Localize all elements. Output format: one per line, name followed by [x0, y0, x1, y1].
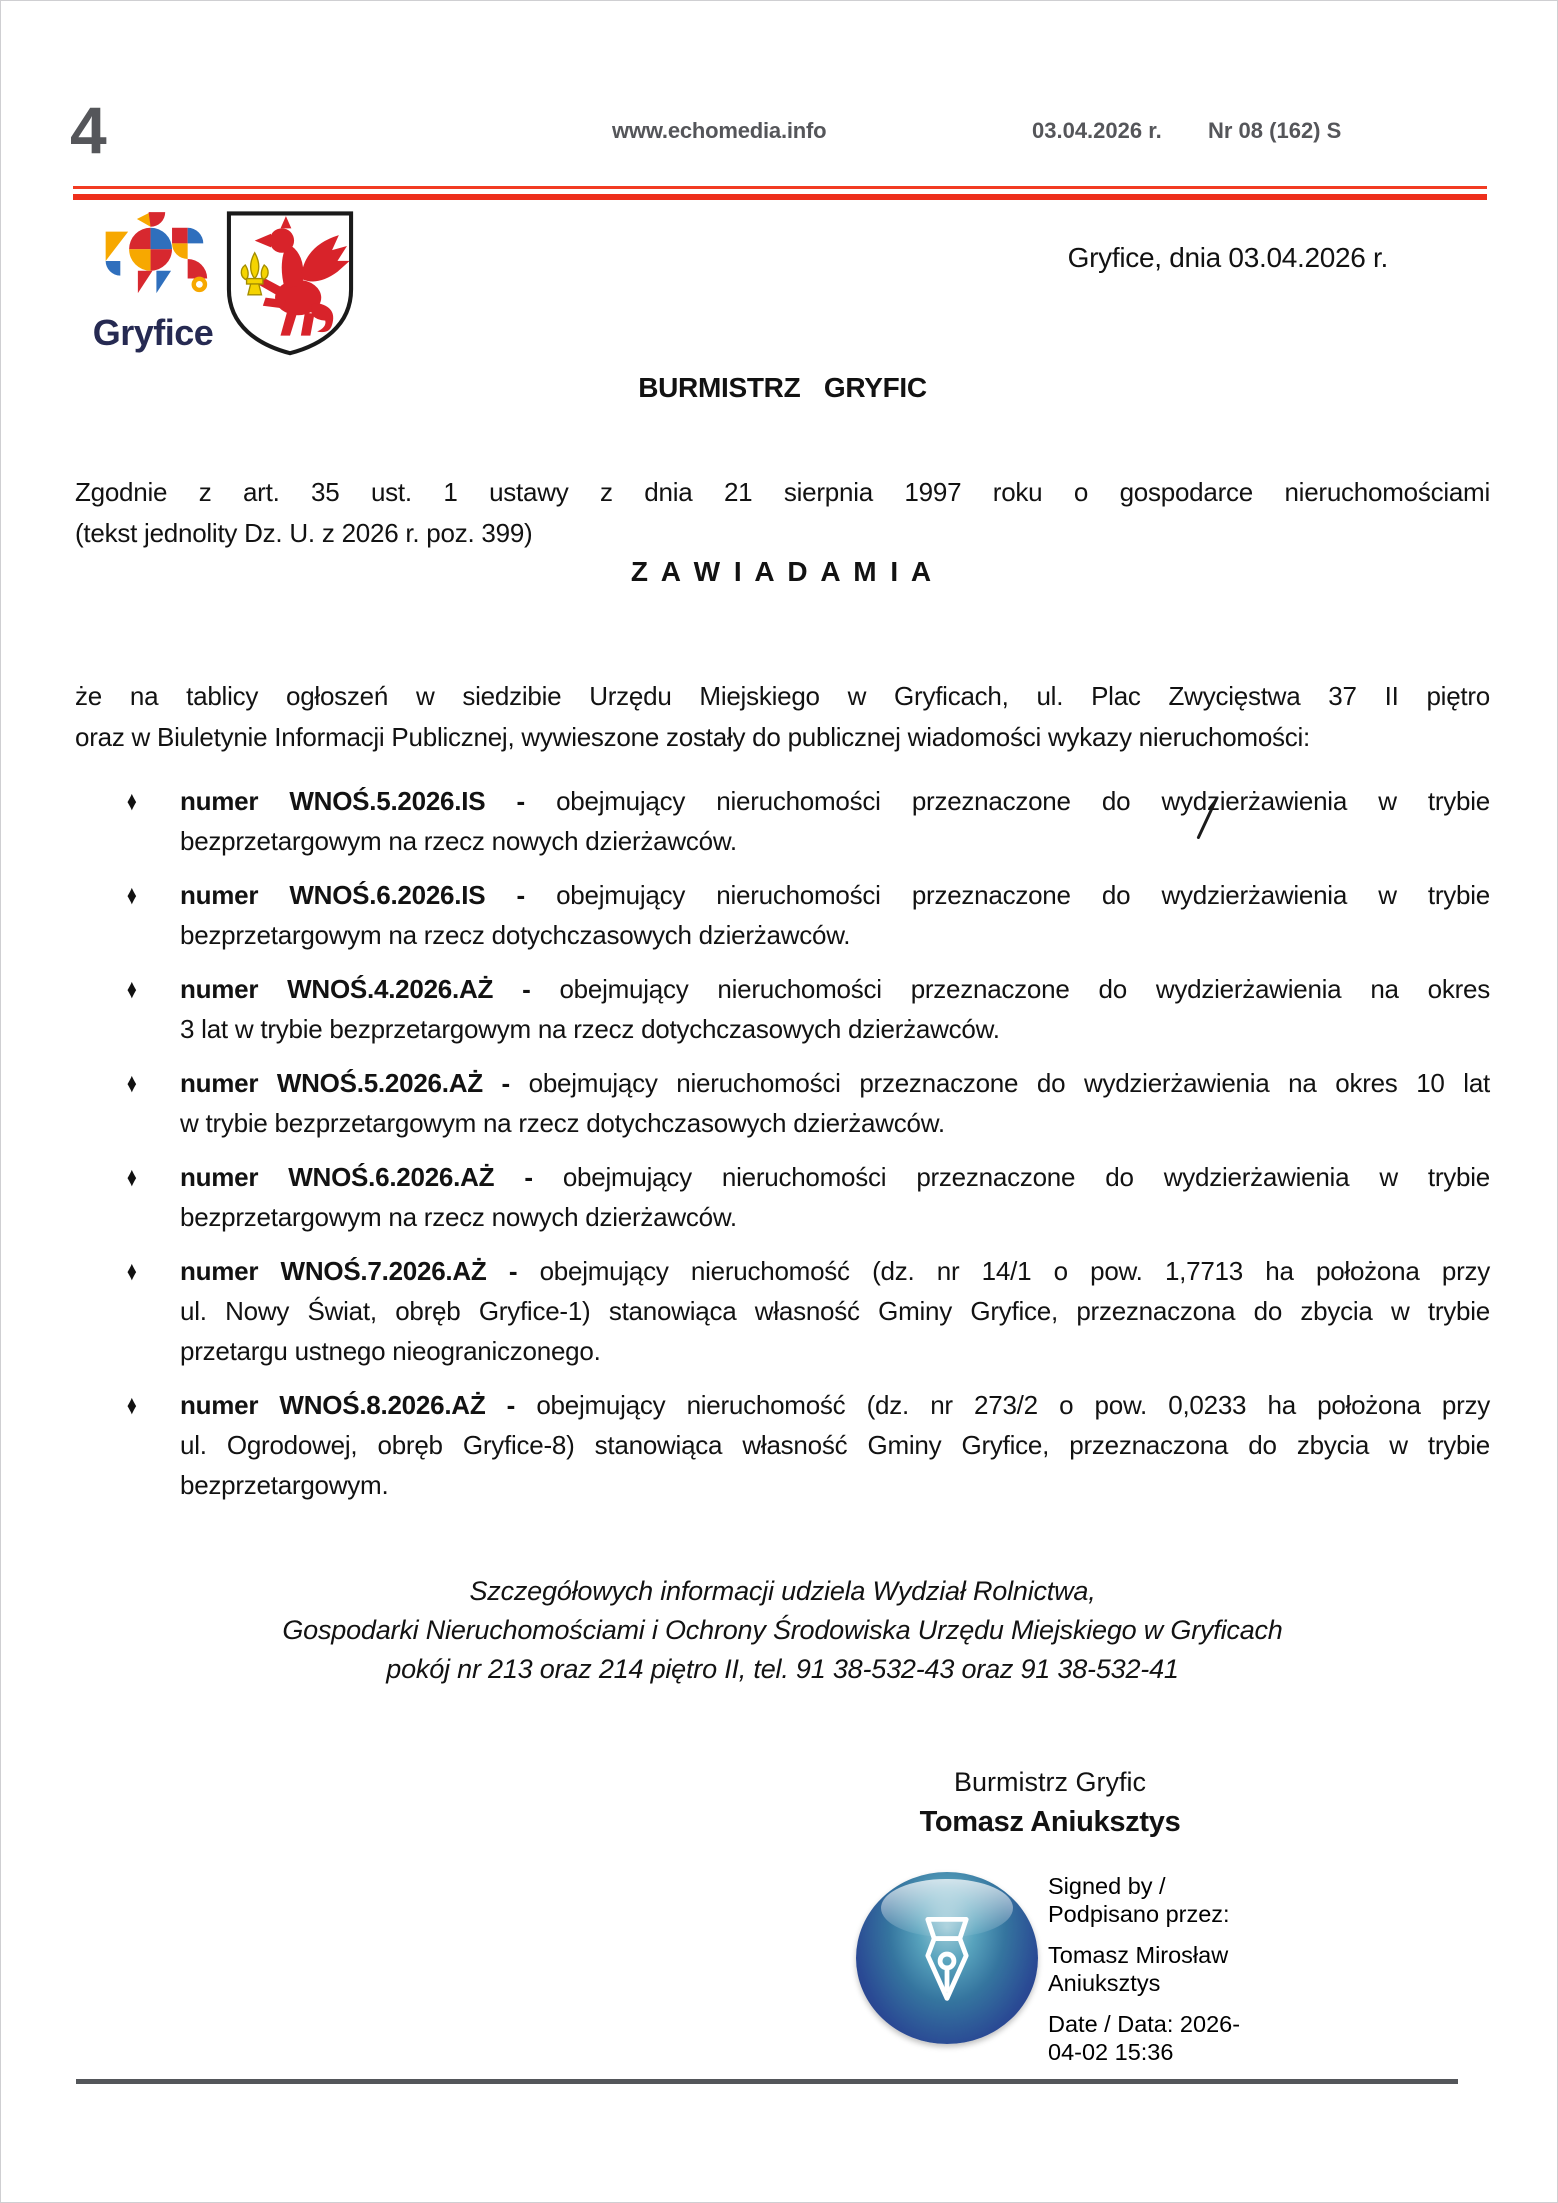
list-item-line: ul. Nowy Świat, obręb Gryfice-1) stanowiąca własność Gminy Gryfice, przeznaczona do zbycia w trybie — [180, 1296, 1490, 1326]
list-item — [75, 1251, 1490, 1371]
contact-info-line: Szczegółowych informacji udziela Wydział Rolnictwa, — [469, 1576, 1096, 1606]
diamond-bullet-icon: ♦ — [126, 880, 137, 910]
list-item-line: bezprzetargowym na rzecz nowych dzierżawców. — [180, 826, 737, 856]
list-item-line: numer WNOŚ.5.2026.IS - obejmujący nieruchomości przeznaczone do wydzierżawienia w trybie — [180, 786, 1491, 816]
announce-heading: Z A W I A D A M I A — [630, 556, 935, 587]
list-item-line: bezprzetargowym na rzecz nowych dzierżawców. — [180, 1202, 737, 1232]
diamond-bullet-icon: ♦ — [126, 1162, 137, 1192]
paragraph-line: Zgodnie z art. 35 ust. 1 ustawy z dnia 21 sierpnia 1997 roku o gospodarce nieruchomościami — [75, 477, 1490, 507]
paragraph-line: (tekst jednolity Dz. U. z 2026 r. poz. 399) — [75, 518, 533, 548]
list-item-line: bezprzetargowym. — [180, 1470, 389, 1500]
list-item-line: przetargu ustnego nieograniczonego. — [180, 1336, 601, 1366]
gryfice-griffin-logo-icon — [88, 210, 218, 308]
contact-info-line: pokój nr 213 oraz 214 piętro II, tel. 91 38-532-43 oraz 91 38-532-41 — [386, 1654, 1179, 1684]
list-item-line: ul. Ogrodowej, obręb Gryfice-8) stanowiąca własność Gminy Gryfice, przeznaczona do zbycia w trybie — [180, 1430, 1490, 1460]
issue-number: Nr 08 (162) S — [1208, 118, 1342, 143]
list-item-line: numer WNOŚ.8.2026.AŻ - obejmujący nieruchomość (dz. nr 273/2 o pow. 0,0233 ha położona przy — [180, 1390, 1491, 1420]
list-item — [75, 1385, 1490, 1505]
letter-title: BURMISTRZ GRYFIC — [638, 372, 927, 403]
legal-basis-paragraph — [75, 472, 1490, 554]
signature-detail-line: Signed by / — [1048, 1873, 1166, 1899]
paragraph-line: oraz w Biuletynie Informacji Publicznej, wywieszone zostały do publicznej wiadomości wykazy nieruchomości: — [75, 722, 1311, 752]
list-item-line: numer WNOŚ.6.2026.IS - obejmujący nieruchomości przeznaczone do wydzierżawienia w trybie — [180, 880, 1491, 910]
diamond-bullet-icon: ♦ — [126, 1256, 137, 1286]
list-item — [75, 875, 1490, 955]
signature-detail-line: Tomasz Mirosław — [1048, 1942, 1229, 1968]
list-item — [75, 1063, 1490, 1143]
signer-title: Burmistrz Gryfic — [954, 1767, 1146, 1797]
signature-detail-line: Aniuksztys — [1048, 1970, 1161, 1996]
list-item-line: 3 lat w trybie bezprzetargowym na rzecz dotychczasowych dzierżawców. — [180, 1014, 1000, 1044]
list-item — [75, 1157, 1490, 1237]
header-date: 03.04.2026 r. — [1032, 118, 1162, 143]
gryfice-logo — [88, 210, 218, 354]
signer-name: Tomasz Aniuksztys — [919, 1806, 1181, 1838]
notice-list — [75, 781, 1490, 1519]
diamond-bullet-icon: ♦ — [126, 1390, 137, 1420]
red-divider-thin — [73, 186, 1487, 189]
list-item-line: bezprzetargowym na rzecz dotychczasowych dzierżawców. — [180, 920, 851, 950]
signature-detail-line: 04-02 15:36 — [1048, 2039, 1174, 2065]
red-divider-thick — [73, 194, 1487, 200]
diamond-bullet-icon: ♦ — [126, 786, 137, 816]
diamond-bullet-icon: ♦ — [126, 1068, 137, 1098]
gryfice-wordmark: Gryfice — [92, 312, 214, 353]
letter-dateline: Gryfice, dnia 03.04.2026 r. — [1067, 242, 1388, 273]
list-item-line: numer WNOŚ.7.2026.AŻ - obejmujący nieruchomość (dz. nr 14/1 o pow. 1,7713 ha położona przy — [180, 1256, 1490, 1286]
contact-info-block — [75, 1572, 1490, 1689]
list-item-line: numer WNOŚ.6.2026.AŻ - obejmujący nieruchomości przeznaczone do wydzierżawienia w trybie — [180, 1162, 1490, 1192]
list-item — [75, 969, 1490, 1049]
digital-signature-details — [1048, 1872, 1278, 2079]
bottom-divider — [76, 2079, 1458, 2084]
signature-detail-line: Podpisano przez: — [1048, 1901, 1230, 1927]
paragraph-line: że na tablicy ogłoszeń w siedzibie Urzędu Miejskiego w Gryficach, ul. Plac Zwycięstwa 37 II piętro — [75, 681, 1490, 711]
list-item-line: numer WNOŚ.4.2026.AŻ - obejmujący nieruchomości przeznaczone do wydzierżawienia na okres — [180, 974, 1491, 1004]
notice-body-paragraph — [75, 676, 1490, 758]
list-item-line: w trybie bezprzetargowym na rzecz dotychczasowych dzierżawców. — [180, 1108, 945, 1138]
digital-signature-stamp — [856, 1872, 1038, 2044]
contact-info-line: Gospodarki Nieruchomościami i Ochrony Środowiska Urzędu Miejskiego w Gryficach — [282, 1615, 1283, 1645]
diamond-bullet-icon: ♦ — [126, 974, 137, 1004]
list-item — [75, 781, 1490, 861]
signature-block — [700, 1763, 1400, 1843]
page-number: 4 — [70, 93, 105, 167]
signature-detail-line: Date / Data: 2026- — [1048, 2011, 1241, 2037]
gryfice-coat-of-arms-icon — [222, 208, 358, 360]
list-item-line: numer WNOŚ.5.2026.AŻ - obejmujący nieruchomości przeznaczone do wydzierżawienia na okres 10 lat — [180, 1068, 1491, 1098]
website-url: www.echomedia.info — [612, 118, 827, 143]
